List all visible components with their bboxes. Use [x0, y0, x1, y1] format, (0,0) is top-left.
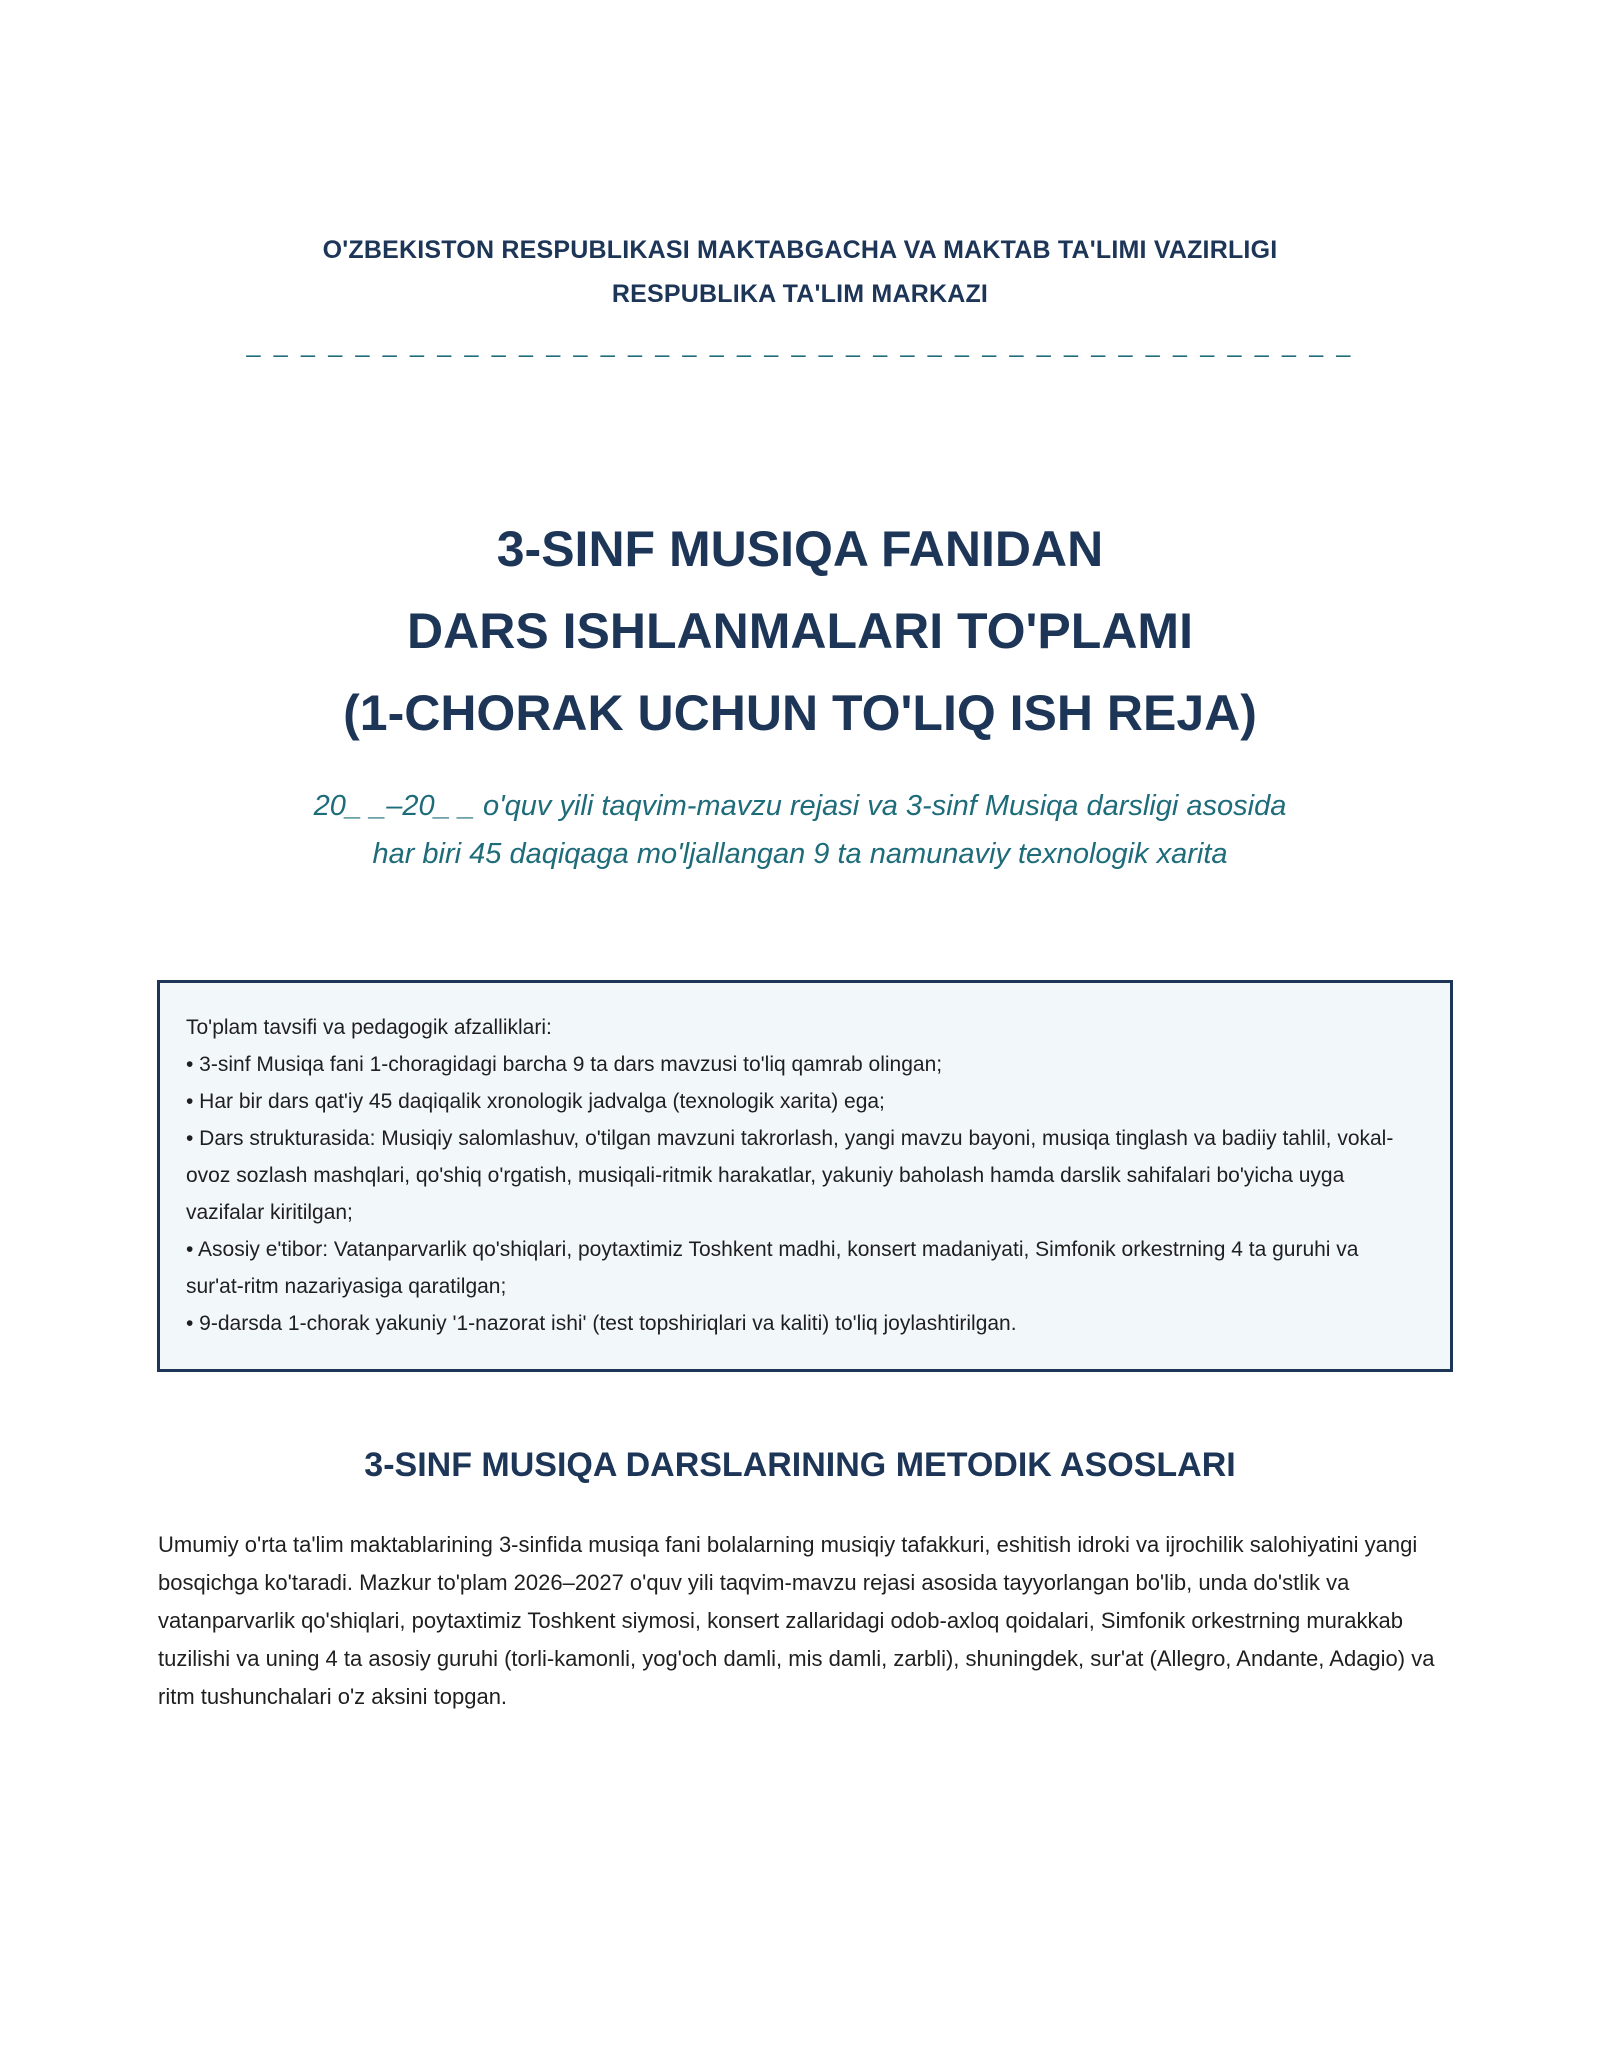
description-heading: To'plam tavsifi va pedagogik afzalliklari:: [186, 1016, 552, 1039]
ministry-header: [0, 228, 1600, 316]
subtitle-line-2: har biri 45 daqiqaga mo'ljallangan 9 ta namunaviy texnologik xarita: [372, 838, 1228, 870]
title-line-2: DARS ISHLANMALARI TO'PLAMI: [407, 603, 1193, 659]
title-line-1: 3-SINF MUSIQA FANIDAN: [496, 521, 1104, 577]
document-title: [0, 508, 1600, 754]
ministry-name: O'ZBEKISTON RESPUBLIKASI MAKTABGACHA VA MAKTAB TA'LIMI VAZIRLIGI: [322, 236, 1278, 264]
document-subtitle: [0, 782, 1600, 878]
description-box: [157, 980, 1453, 1372]
description-item: • Har bir dars qat'iy 45 daqiqalik xronologik jadvalga (texnologik xarita) ega;: [186, 1090, 885, 1113]
description-item: • Dars strukturasida: Musiqiy salomlashuv, o'tilgan mavzuni takrorlash, yangi mavzu bayoni, musiqa tinglash va badiiy tahlil, vokal-ovoz sozlash mashqlari, qo'shiq o'rgatish, musiqali-ritmik harakatlar, yakuniy baholash hamda darslik sahifalari bo'yicha uyga vazifalar kiritilgan;: [186, 1127, 1394, 1224]
center-name: RESPUBLIKA TA'LIM MARKAZI: [611, 280, 989, 308]
subtitle-line-1: 20_ _–20_ _ o'quv yili taqvim-mavzu rejasi va 3-sinf Musiqa darsligi asosida: [313, 790, 1287, 822]
title-line-3: (1-CHORAK UCHUN TO'LIQ ISH REJA): [343, 685, 1257, 741]
description-item: • 9-darsda 1-chorak yakuniy '1-nazorat ishi' (test topshiriqlari va kaliti) to'liq joylashtirilgan.: [186, 1312, 1017, 1335]
dashed-divider: _ _ _ _ _ _ _ _ _ _ _ _ _ _ _ _ _ _ _ _ _ _ _ _ _ _ _ _ _ _ _ _ _ _ _ _ _ _ _ _ _: [246, 330, 1354, 358]
description-item: • Asosiy e'tibor: Vatanparvarlik qo'shiqlari, poytaxtimiz Toshkent madhi, konsert madaniyati, Simfonik orkestrning 4 ta guruhi va sur'at-ritm nazariyasiga qaratilgan;: [186, 1238, 1359, 1298]
section-heading: 3-SINF MUSIQA DARSLARINING METODIK ASOSLARI: [364, 1446, 1236, 1484]
description-item: • 3-sinf Musiqa fani 1-choragidagi barcha 9 ta dars mavzusi to'liq qamrab olingan;: [186, 1053, 943, 1076]
section-paragraph: Umumiy o'rta ta'lim maktablarining 3-sinfida musiqa fani bolalarning musiqiy tafakkuri, eshitish idroki va ijrochilik salohiyatini yangi bosqichga ko'taradi. Mazkur to'plam 2026–2027 o'quv yili taqvim-mavzu rejasi asosida tayyorlangan bo'lib, unda do'stlik va vatanparvarlik qo'shiqlari, poytaxtimiz Toshkent siymosi, konsert zallaridagi odob-axloq qoidalari, Simfonik orkestrning murakkab tuzilishi va uning 4 ta asosiy guruhi (torli-kamonli, yog'och damli, mis damli, zarbli), shuningdek, sur'at (Allegro, Andante, Adagio) va ritm tushunchalari o'z aksini topgan.: [158, 1532, 1435, 1709]
